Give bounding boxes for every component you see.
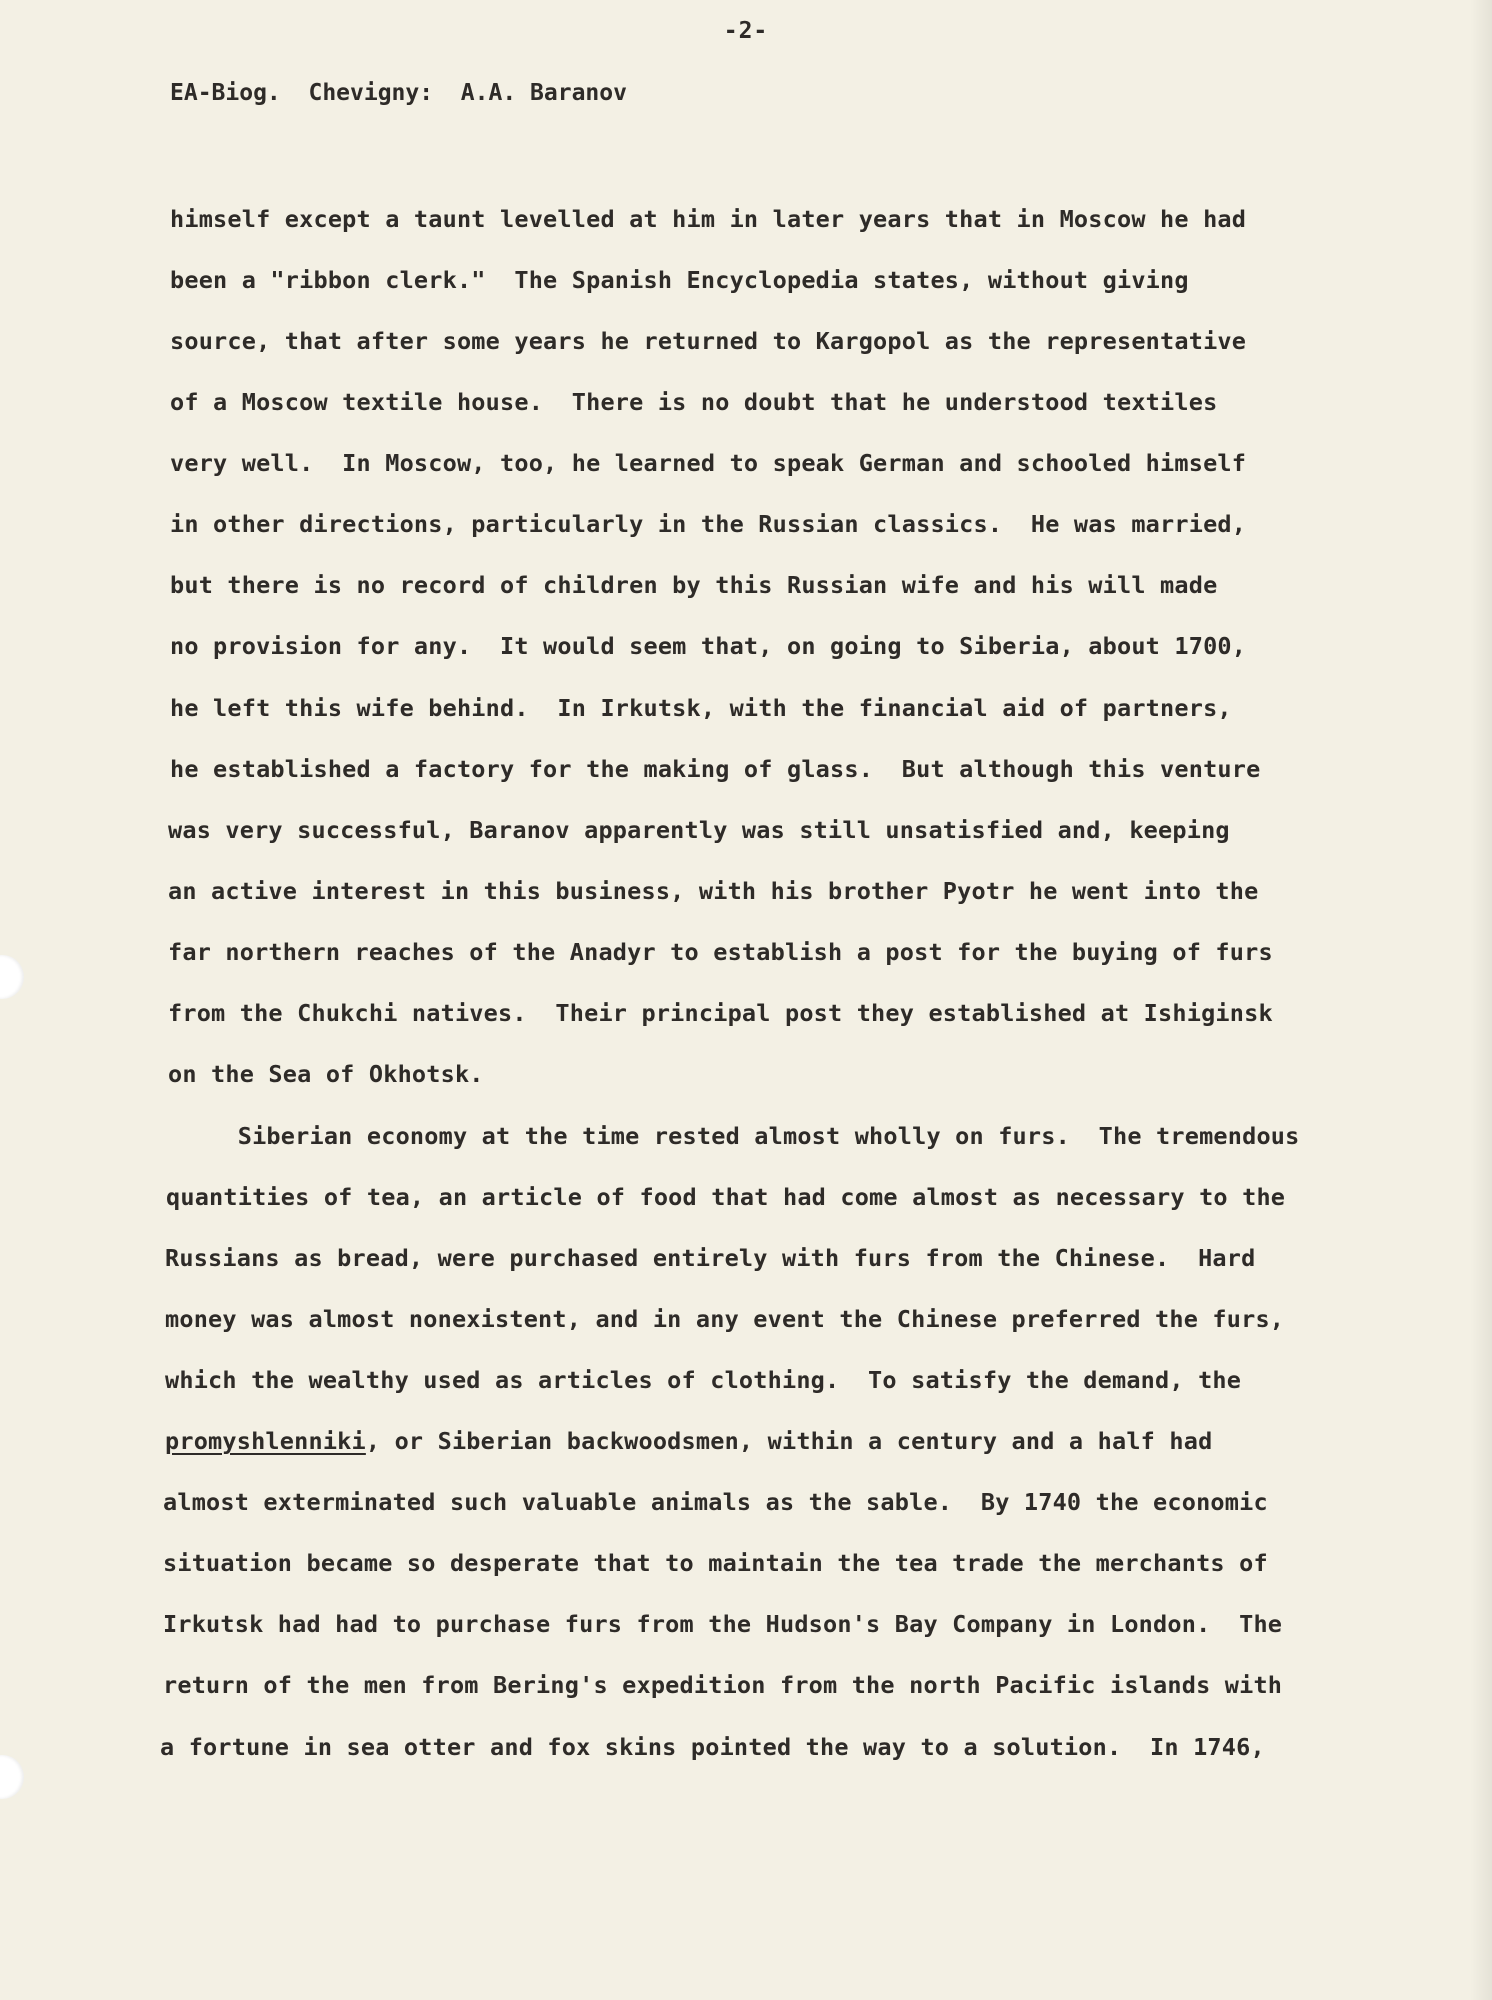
text-line: himself except a taunt levelled at him in later years that in Moscow he had <box>170 205 1247 233</box>
text-line: but there is no record of children by this Russian wife and his will made <box>170 571 1218 599</box>
text-line: was very successful, Baranov apparently was still unsatisfied and, keeping <box>168 816 1230 844</box>
text-line: a fortune in sea otter and fox skins pointed the way to a solution. In 1746, <box>160 1733 1265 1761</box>
text-line <box>165 1427 1212 1455</box>
text-line: return of the men from Bering's expedition from the north Pacific islands with <box>163 1671 1283 1699</box>
text-line: very well. In Moscow, too, he learned to speak German and schooled himself <box>170 449 1247 477</box>
text-line: almost exterminated such valuable animals as the sable. By 1740 the economic <box>163 1488 1268 1516</box>
text-line-continuation: , or Siberian backwoodsmen, within a century and a half had <box>365 1427 1213 1455</box>
paper-edge-shadow <box>1470 0 1492 2000</box>
document-header: EA-Biog. Chevigny: A.A. Baranov <box>170 80 627 106</box>
text-line: Russians as bread, were purchased entirely with furs from the Chinese. Hard <box>165 1244 1256 1272</box>
page-number: -2- <box>723 18 769 44</box>
text-line: of a Moscow textile house. There is no doubt that he understood textiles <box>170 388 1218 416</box>
text-line: quantities of tea, an article of food that had come almost as necessary to the <box>166 1183 1286 1211</box>
text-line: been a "ribbon clerk." The Spanish Encyclopedia states, without giving <box>170 266 1189 294</box>
text-line: money was almost nonexistent, and in any event the Chinese preferred the furs, <box>165 1305 1285 1333</box>
text-line: source, that after some years he returned to Kargopol as the representative <box>170 327 1247 355</box>
text-line: far northern reaches of the Anadyr to establish a post for the buying of furs <box>168 938 1273 966</box>
punch-hole-upper <box>0 955 24 999</box>
text-line: from the Chukchi natives. Their principal post they established at Ishiginsk <box>168 999 1273 1027</box>
text-line: he left this wife behind. In Irkutsk, with the financial aid of partners, <box>170 694 1232 722</box>
text-line: he established a factory for the making of glass. But although this venture <box>170 755 1261 783</box>
paragraph-start-line: Siberian economy at the time rested almost wholly on furs. The tremendous <box>166 1122 1300 1150</box>
text-line: on the Sea of Okhotsk. <box>168 1060 484 1088</box>
text-line: which the wealthy used as articles of clothing. To satisfy the demand, the <box>165 1366 1242 1394</box>
underlined-term: promyshlenniki <box>165 1427 366 1455</box>
punch-hole-lower <box>0 1755 24 1799</box>
text-line: no provision for any. It would seem that, on going to Siberia, about 1700, <box>170 632 1247 660</box>
text-line: in other directions, particularly in the Russian classics. He was married, <box>170 510 1247 538</box>
text-line: situation became so desperate that to maintain the tea trade the merchants of <box>163 1549 1268 1577</box>
text-line: an active interest in this business, with his brother Pyotr he went into the <box>168 877 1259 905</box>
text-line: Irkutsk had had to purchase furs from the Hudson's Bay Company in London. The <box>163 1610 1283 1638</box>
